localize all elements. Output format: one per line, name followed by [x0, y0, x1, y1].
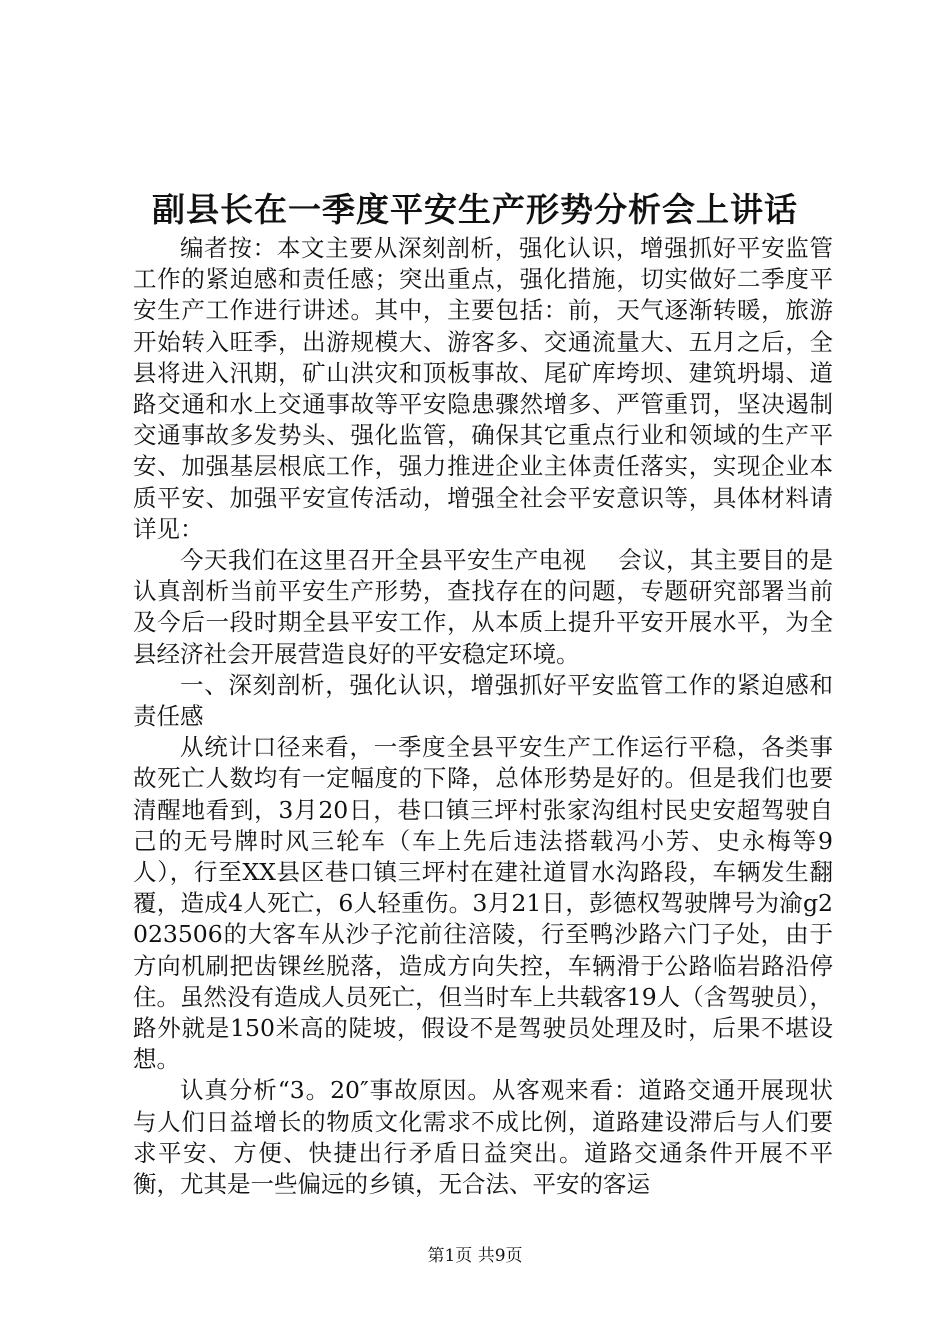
page-title: 副县长在一季度平安生产形势分析会上讲话 — [152, 190, 798, 229]
editor-note-paragraph: 编者按：本文主要从深刻剖析，强化认识，增强抓好平安监管工作的紧迫感和责任感；突出重点，强化措施，切实做好二季度平安生产工作进行讲述。其中，主要包括：前，天气逐渐转暖，旅游开始转入旺季，出游规模大、游客多、交通流量大、五月之后，全县将进入汛期，矿山洪灾和顶板事故、尾矿库垮坝、建筑坍塌、道路交通和水上交通事故等平安隐患骤然增多、严管重罚，坚决遏制交通事故多发势头、强化监管，确保其它重点行业和领域的生产平安、加强基层根底工作，强力推进企业主体责任落实，实现企业本质平安、加强平安宣传活动，增强全社会平安意识等，具体材料请详见： — [133, 234, 833, 543]
page-number: 第1页 共9页 — [427, 1246, 523, 1266]
statistics-paragraph: 从统计口径来看，一季度全县平安生产工作运行平稳，各类事故死亡人数均有一定幅度的下降，总体形势是好的。但是我们也要清醒地看到，3月20日，巷口镇三坪村张家沟组村民史安超驾驶自己的无号牌时风三轮车（车上先后违法搭载冯小芳、史永梅等9人），行至XX县区巷口镇三坪村在建社道冒水沟路段，车辆发生翻覆，造成4人死亡，6人轻重伤。3月21日，彭德权驾驶牌号为渝g2023506的大客车从沙子沱前往涪陵，行至鸭沙路六门子处，由于方向机刷把齿锞丝脱落，造成方向失控，车辆滑于公路临岩路沿停住。虽然没有造成人员死亡，但当时车上共载客19人（含驾驶员），路外就是150米高的陡坡，假设不是驾驶员处理及时，后果不堪设想。 — [133, 733, 833, 1074]
analysis-paragraph: 认真分析“3。20″事故原因。从客观来看：道路交通开展现状与人们日益增长的物质文化需求不成比例，道路建设滞后与人们要求平安、方便、快捷出行矛盾日益突出。道路交通条件开展不平衡，尤其是一些偏远的乡镇，无合法、平安的客运 — [133, 1076, 833, 1199]
document-body — [133, 233, 833, 1200]
intro-paragraph: 今天我们在这里召开全县平安生产电视 会议，其主要目的是认真剖析当前平安生产形势，查找存在的问题，专题研究部署当前及今后一段时期全县平安工作，从本质上提升平安开展水平，为全县经济社会开展营造良好的平安稳定环境。 — [133, 546, 833, 668]
section-heading: 一、深刻剖析，强化认识，增强抓好平安监管工作的紧迫感和责任感 — [133, 670, 833, 731]
